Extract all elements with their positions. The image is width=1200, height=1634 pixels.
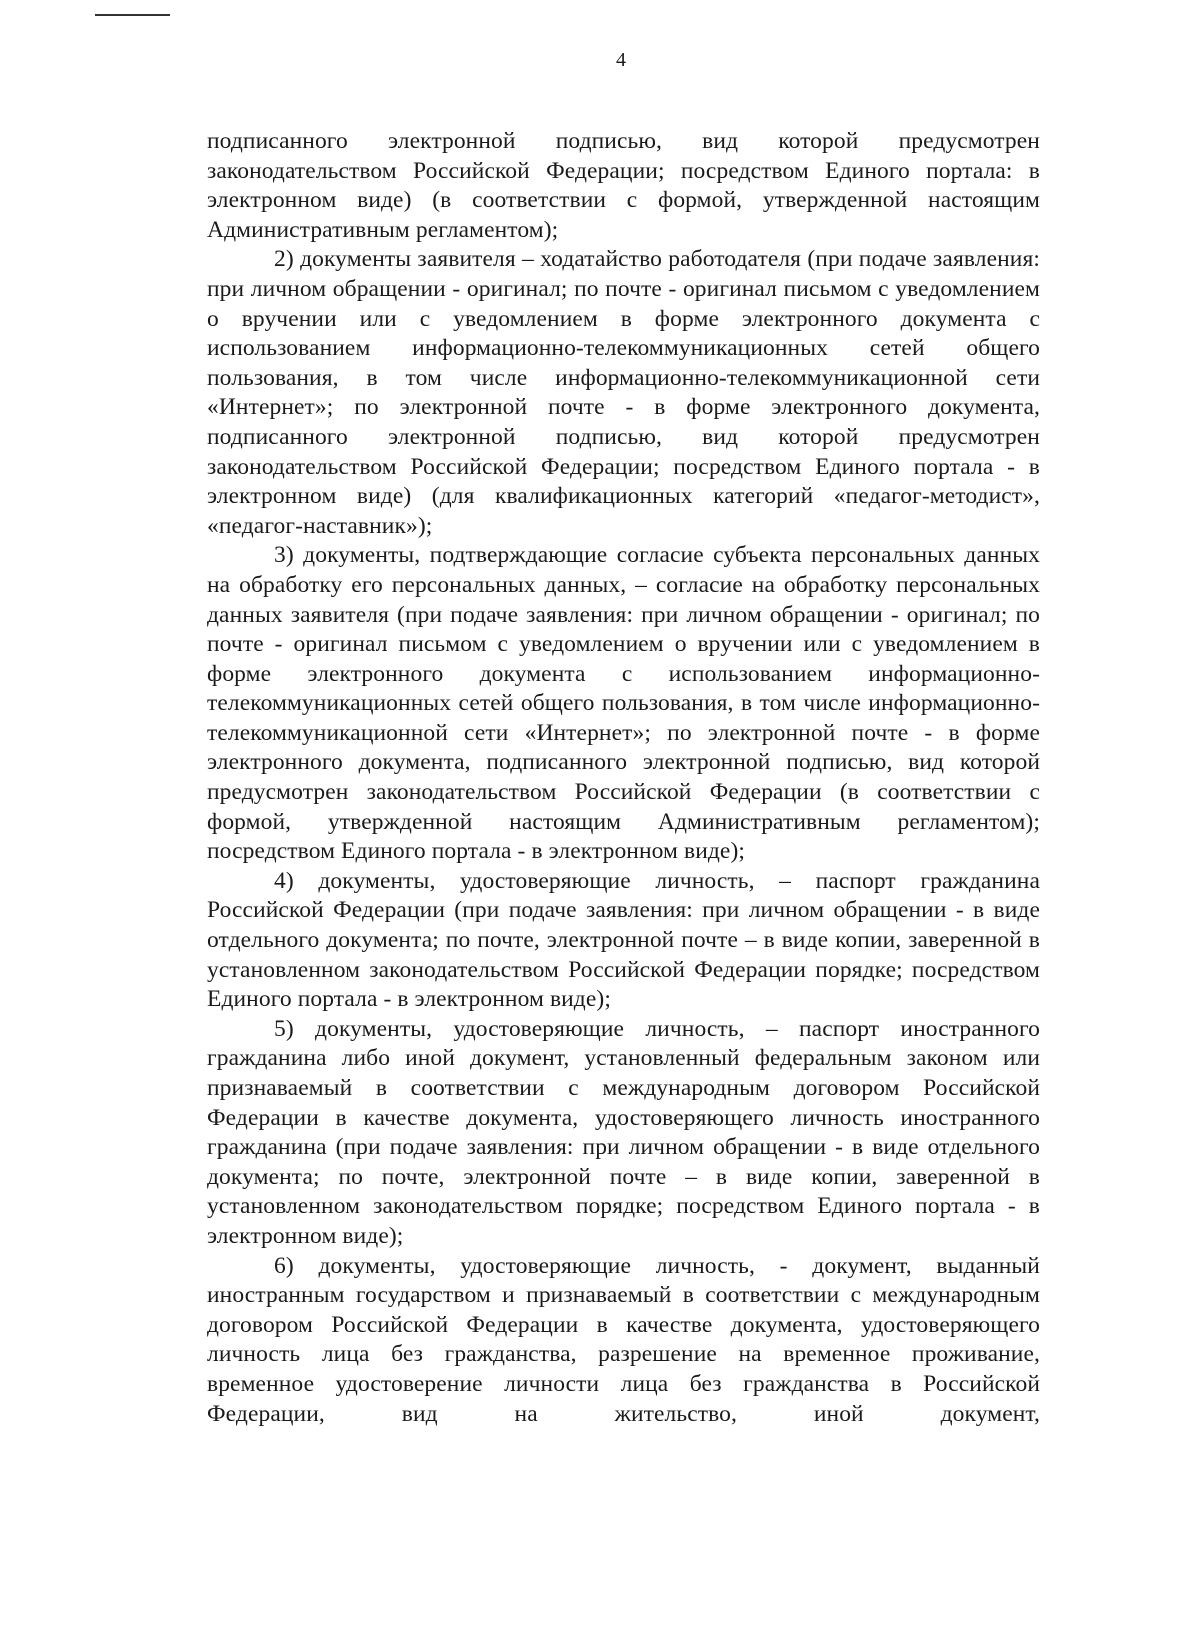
- page-number: 4: [616, 49, 626, 71]
- list-item-3: 3) документы, подтверждающие согласие субъекта персональных данных на обработку его персональных данных, – согласие на обработку персональных данных заявителя (при подаче заявления: при личном обращении - оригинал; по почте - оригинал письмом с уведомлением о вручении или с уведомлением в форме электронного документа с использованием информационно-телекоммуникационных сетей общего пользования, в том числе информационно-телекоммуникационной сети «Интернет»; по электронной почте - в форме электронного документа, подписанного электронной подписью, вид которой предусмотрен законодательством Российской Федерации (в соответствии с формой, утвержденной настоящим Административным регламентом); посредством Единого портала - в электронном виде);: [207, 542, 1040, 865]
- list-item-2: 2) документы заявителя – ходатайство работодателя (при подаче заявления: при личном обращении - оригинал; по почте - оригинал письмом с уведомлением о вручении или с уведомлением в форме электронного документа с использованием информационно-телекоммуникационных сетей общего пользования, в том числе информационно-телекоммуникационной сети «Интернет»; по электронной почте - в форме электронного документа, подписанного электронной подписью, вид которой предусмотрен законодательством Российской Федерации; посредством Единого портала - в электронном виде) (для квалификационных категорий «педагог-методист», «педагог-наставник»);: [207, 246, 1040, 539]
- scan-artifact-line: [95, 14, 170, 16]
- document-body: [207, 127, 1040, 1429]
- paragraph-continuation: подписанного электронной подписью, вид которой предусмотрен законодательством Российской Федерации; посредством Единого портала: в электронном виде) (в соответствии с формой, утвержденной настоящим Административным регламентом);: [207, 128, 1040, 243]
- list-item-4: 4) документы, удостоверяющие личность, – паспорт гражданина Российской Федерации (при подаче заявления: при личном обращении - в виде отдельного документа; по почте, электронной почте – в виде копии, заверенной в установленном законодательством Российской Федерации порядке; посредством Единого портала - в электронном виде);: [207, 867, 1040, 1013]
- list-item-5: 5) документы, удостоверяющие личность, – паспорт иностранного гражданина либо иной документ, установленный федеральным законом или признаваемый в соответствии с международным договором Российской Федерации в качестве документа, удостоверяющего личность иностранного гражданина (при подаче заявления: при личном обращении - в виде отдельного документа; по почте, электронной почте – в виде копии, заверенной в установленном законодательством порядке; посредством Единого портала - в электронном виде);: [207, 1015, 1040, 1249]
- list-item-6: 6) документы, удостоверяющие личность, - документ, выданный иностранным государством и признаваемый в соответствии с международным договором Российской Федерации в качестве документа, удостоверяющего личность лица без гражданства, разрешение на временное проживание, временное удостоверение личности лица без гражданства в Российской Федерации, вид на жительство, иной документ,: [207, 1252, 1040, 1427]
